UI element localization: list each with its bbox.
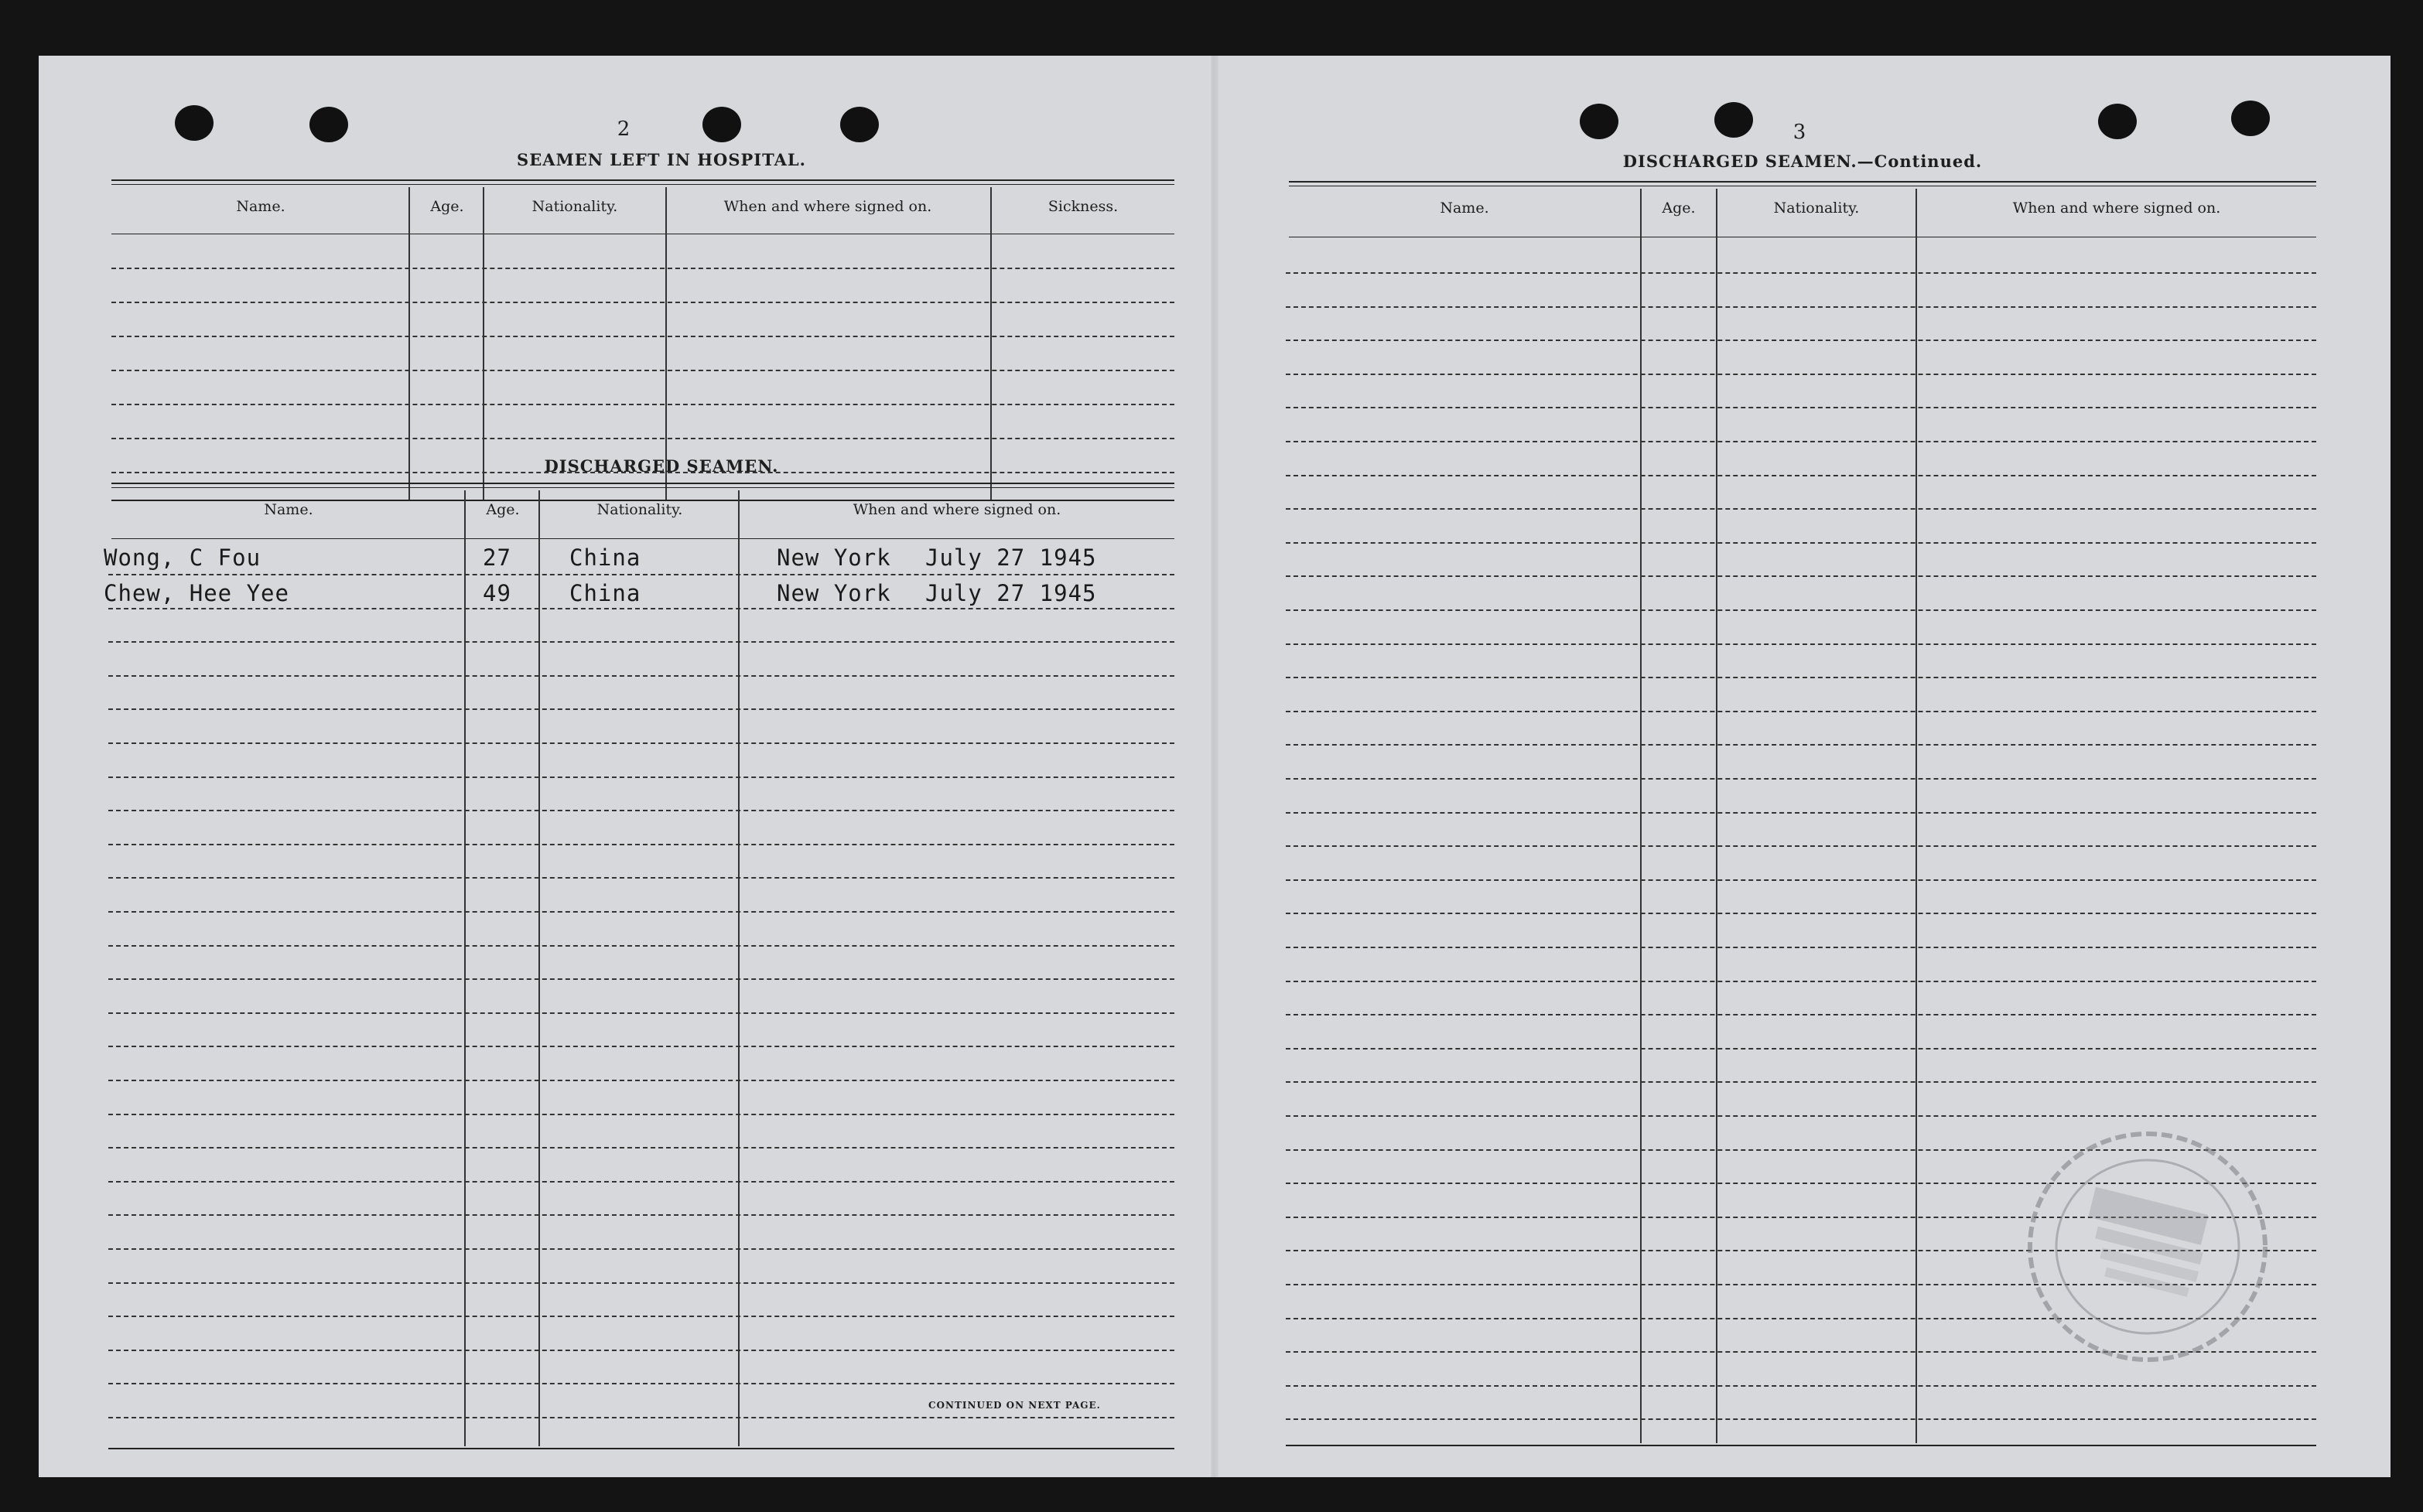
discharged-section-title: DISCHARGED SEAMEN. [544, 456, 779, 476]
right-col-age: Age. [1662, 200, 1696, 217]
hospital-row-line [111, 268, 1174, 269]
ledger-row-line [1286, 542, 2316, 544]
hospital-col-signed-on: When and where signed on. [723, 198, 932, 215]
seaman-nationality: China [569, 544, 641, 571]
discharged-bottom-rule [108, 1448, 1174, 1449]
ledger-row-line [1286, 643, 2316, 645]
ledger-row-line [108, 810, 1174, 811]
ledger-row-line [1286, 306, 2316, 308]
punch-hole [702, 107, 741, 142]
hospital-row-line [111, 302, 1174, 303]
document-scan [39, 56, 2391, 1477]
discharged-col-nationality: Nationality. [596, 501, 683, 518]
ledger-row-line [1286, 441, 2316, 442]
ledger-row-line [1286, 947, 2316, 948]
ledger-row-line [1286, 744, 2316, 746]
ledger-row-line [108, 675, 1174, 677]
right-col-signed-on: When and where signed on. [2012, 200, 2221, 217]
punch-hole [1714, 102, 1753, 138]
punch-hole [2231, 101, 2270, 136]
right-col-divider [1640, 189, 1642, 1443]
ledger-row-line [1286, 575, 2316, 577]
ledger-row-line [108, 1012, 1174, 1014]
right-col-divider [1916, 189, 1917, 1443]
seaman-age: 49 [483, 580, 511, 606]
right-top-rule [1289, 181, 2316, 183]
seaman-name: Chew, Hee Yee [104, 580, 289, 606]
seaman-signed-date: July 27 1945 [925, 580, 1097, 606]
ledger-row-line [1286, 340, 2316, 341]
ledger-row-line [1286, 508, 2316, 510]
hospital-col-divider [408, 187, 410, 500]
ledger-row-line [108, 1214, 1174, 1216]
hospital-col-divider [483, 187, 484, 500]
page-fold [1211, 56, 1218, 1477]
hospital-section-title: SEAMEN LEFT IN HOSPITAL. [517, 150, 806, 169]
hospital-top-rule [111, 184, 1174, 185]
ledger-row-line [1286, 711, 2316, 712]
ledger-row-line [1286, 1418, 2316, 1420]
ledger-row-line [108, 742, 1174, 744]
ledger-row-line [1286, 677, 2316, 678]
ledger-row-line [1286, 272, 2316, 274]
seaman-name: Wong, C Fou [104, 544, 261, 571]
discharged-col-age: Age. [486, 501, 520, 518]
ledger-row-line [1286, 778, 2316, 780]
ledger-row-line [108, 1080, 1174, 1081]
hospital-col-sickness: Sickness. [1047, 198, 1119, 215]
punch-hole [840, 107, 879, 142]
hospital-row-line [111, 370, 1174, 371]
right-col-nationality: Nationality. [1773, 200, 1860, 217]
discharged-col-divider [538, 490, 540, 1446]
ledger-row-line [108, 911, 1174, 913]
discharged-header-rule [111, 538, 1174, 539]
page-number-right: 3 [1792, 121, 1806, 144]
ledger-row-line [1286, 845, 2316, 847]
seaman-signed-place: New York [777, 544, 891, 571]
ledger-row-line [1286, 609, 2316, 611]
ledger-row-line [108, 1046, 1174, 1047]
hospital-col-name: Name. [236, 198, 285, 215]
discharged-col-divider [738, 490, 740, 1446]
ledger-row-line [108, 1181, 1174, 1183]
right-col-divider [1716, 189, 1717, 1443]
punch-hole [175, 105, 214, 141]
punch-hole [1580, 104, 1618, 139]
hospital-row-line [111, 336, 1174, 337]
page-number-left: 2 [617, 118, 631, 141]
seaman-nationality: China [569, 580, 641, 606]
hospital-row-line [111, 438, 1174, 439]
hospital-col-divider [990, 187, 992, 500]
ledger-row-line [1286, 475, 2316, 476]
ledger-row-line [108, 1383, 1174, 1384]
ledger-row-line [108, 1248, 1174, 1250]
discharged-col-name: Name. [264, 501, 313, 518]
ledger-row-line [1286, 407, 2316, 408]
seaman-age: 27 [483, 544, 511, 571]
official-stamp [2024, 1123, 2279, 1370]
ledger-row-line [1286, 374, 2316, 375]
ledger-row-line [108, 1350, 1174, 1351]
seaman-signed-place: New York [777, 580, 891, 606]
ledger-row-line [108, 708, 1174, 710]
ledger-row-line [108, 945, 1174, 947]
punch-hole [2098, 104, 2137, 139]
ledger-row-line [1286, 1115, 2316, 1117]
hospital-row-line [111, 404, 1174, 405]
discharged-top-rule [111, 483, 1174, 484]
ledger-row-line [1286, 913, 2316, 914]
hospital-col-nationality: Nationality. [531, 198, 618, 215]
ledger-row-line [1286, 879, 2316, 881]
ledger-row-line [1286, 1048, 2316, 1050]
seaman-signed-date: July 27 1945 [925, 544, 1097, 571]
ledger-row-line [108, 1282, 1174, 1284]
ledger-row-line [1286, 812, 2316, 814]
hospital-top-rule [111, 179, 1174, 181]
discharged-col-divider [464, 490, 466, 1446]
continued-section-title: DISCHARGED SEAMEN.—Continued. [1622, 152, 1983, 171]
ledger-row-line [108, 877, 1174, 879]
right-col-name: Name. [1440, 200, 1489, 217]
ledger-row-line [1286, 1014, 2316, 1015]
hospital-col-divider [665, 187, 667, 500]
ledger-row-line [108, 1147, 1174, 1149]
ledger-row-line [108, 608, 1174, 609]
ledger-row-line [108, 978, 1174, 980]
discharged-col-signed-on: When and where signed on. [853, 501, 1061, 518]
continued-note: CONTINUED ON NEXT PAGE. [928, 1400, 1101, 1411]
ledger-row-line [108, 776, 1174, 778]
discharged-top-rule [111, 487, 1174, 488]
ledger-row-line [108, 1417, 1174, 1418]
ledger-row-line [108, 1114, 1174, 1115]
punch-hole [309, 107, 348, 142]
ledger-row-line [1286, 1081, 2316, 1083]
right-bottom-rule [1286, 1445, 2316, 1446]
ledger-row-line [108, 844, 1174, 845]
ledger-row-line [1286, 981, 2316, 982]
hospital-col-age: Age. [430, 198, 464, 215]
ledger-row-line [108, 641, 1174, 643]
ledger-row-line [1286, 1385, 2316, 1387]
ledger-row-line [108, 574, 1174, 575]
ledger-row-line [108, 1316, 1174, 1317]
